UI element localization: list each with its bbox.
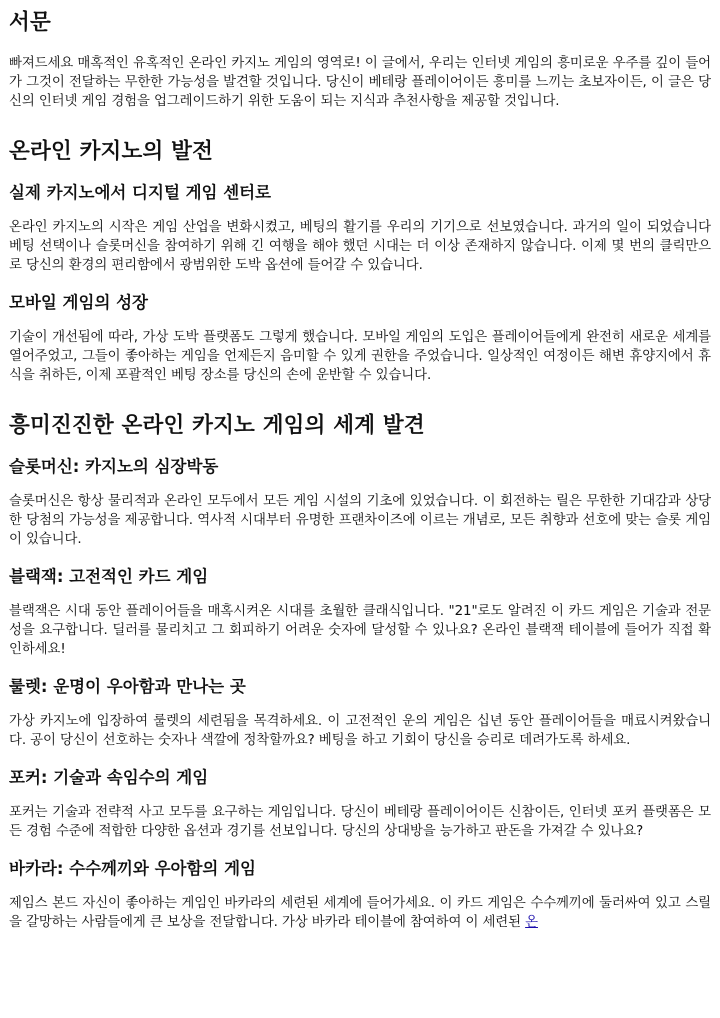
online-casino-link[interactable]: 온 — [525, 915, 538, 930]
physical-to-digital-heading: 실제 카지노에서 디지털 게임 센터로 — [9, 183, 272, 202]
poker-heading: 포커: 기술과 속임수의 게임 — [9, 768, 209, 787]
mobile-gaming-paragraph: 기술이 개선됨에 따라, 가상 도박 플랫폼도 그렇게 했습니다. 모바일 게임의 도입은 플레이어들에게 완전히 새로운 세계를 열어주었고, 그들이 좋아하는 게임을 언제든지 음미할 수 있게 권한을 주었습니다. 일상적인 여정이든 해변 휴양지에서 휴식을 취하든, 이제 포괄적인 베팅 장소를 당신의 손에 운반할 수 있습니다. — [9, 330, 711, 383]
baccarat-paragraph — [9, 894, 711, 932]
blackjack-paragraph: 블랙잭은 시대 동안 플레이어들을 매혹시켜온 시대를 초월한 클래식입니다. "21"로도 알려진 이 카드 게임은 기술과 전문성을 요구합니다. 딜러를 물리치고 그 회피하기 어려운 숫자에 달성할 수 있나요? 온라인 블랙잭 테이블에 들어가 직접 확인하세요! — [9, 604, 711, 657]
poker-paragraph: 포커는 기술과 전략적 사고 모두를 요구하는 게임입니다. 당신이 베테랑 플레이어이든 신참이든, 인터넷 포커 플랫폼은 모든 경험 수준에 적합한 다양한 옵션과 경기를 선보입니다. 당신의 상대방을 능가하고 판돈을 가져갈 수 있나요? — [9, 805, 711, 839]
baccarat-heading: 바카라: 수수께끼와 우아함의 게임 — [9, 859, 256, 878]
mobile-gaming-heading: 모바일 게임의 성장 — [9, 293, 149, 312]
casino-games-heading: 흥미진진한 온라인 카지노 게임의 세계 발견 — [9, 413, 425, 438]
baccarat-text: 제임스 본드 자신이 좋아하는 게임인 바카라의 세련된 세계에 들어가세요. 이 카드 게임은 수수께끼에 둘러싸여 있고 스릴을 갈망하는 사람들에게 큰 보상을 전달합니다. 가상 바카라 테이블에 참여하여 이 세련된 — [9, 896, 711, 930]
blackjack-heading: 블랙잭: 고전적인 카드 게임 — [9, 567, 209, 586]
intro-heading: 서문 — [9, 10, 51, 35]
roulette-paragraph: 가상 카지노에 입장하여 룰렛의 세련됨을 목격하세요. 이 고전적인 운의 게임은 십년 동안 플레이어들을 매료시켜왔습니다. 공이 당신이 선호하는 숫자나 색깔에 정착할까요? 베팅을 하고 기회이 당신을 승리로 데려가도록 하세요. — [9, 714, 711, 748]
slots-heading: 슬롯머신: 카지노의 심장박동 — [9, 457, 219, 476]
intro-paragraph: 빠져드세요 매혹적인 유혹적인 온라인 카지노 게임의 영역로! 이 글에서, 우리는 인터넷 게임의 흥미로운 우주를 깊이 들어가 그것이 전달하는 무한한 가능성을 발견할 것입니다. 당신이 베테랑 플레이어이든 흥미를 느끼는 초보자이든, 이 글은 당신의 인터넷 게임 경험을 업그레이드하기 위한 도움이 되는 지식과 추천사항을 제공할 것입니다. — [9, 56, 711, 109]
physical-to-digital-paragraph: 온라인 카지노의 시작은 게임 산업을 변화시켰고, 베팅의 활기를 우리의 기기으로 선보였습니다. 과거의 일이 되었습니다 베팅 선택이나 슬롯머신을 참여하기 위해 긴 여행을 해야 했던 시대는 더 이상 존재하지 않습니다. 이제 몇 번의 클릭만으로 당신의 환경의 편리함에서 광범위한 도박 옵션에 들어갈 수 있습니다. — [9, 220, 711, 273]
slots-paragraph: 슬롯머신은 항상 물리적과 온라인 모두에서 모든 게임 시설의 기초에 있었습니다. 이 회전하는 릴은 무한한 기대감과 상당한 당첨의 가능성을 제공합니다. 역사적 시대부터 유명한 프랜차이즈에 이르는 개념로, 모든 취향과 선호에 맞는 슬롯 게임이 있습니다. — [9, 494, 711, 547]
evolution-heading: 온라인 카지노의 발전 — [9, 139, 214, 164]
roulette-heading: 룰렛: 운명이 우아함과 만나는 곳 — [9, 677, 246, 696]
